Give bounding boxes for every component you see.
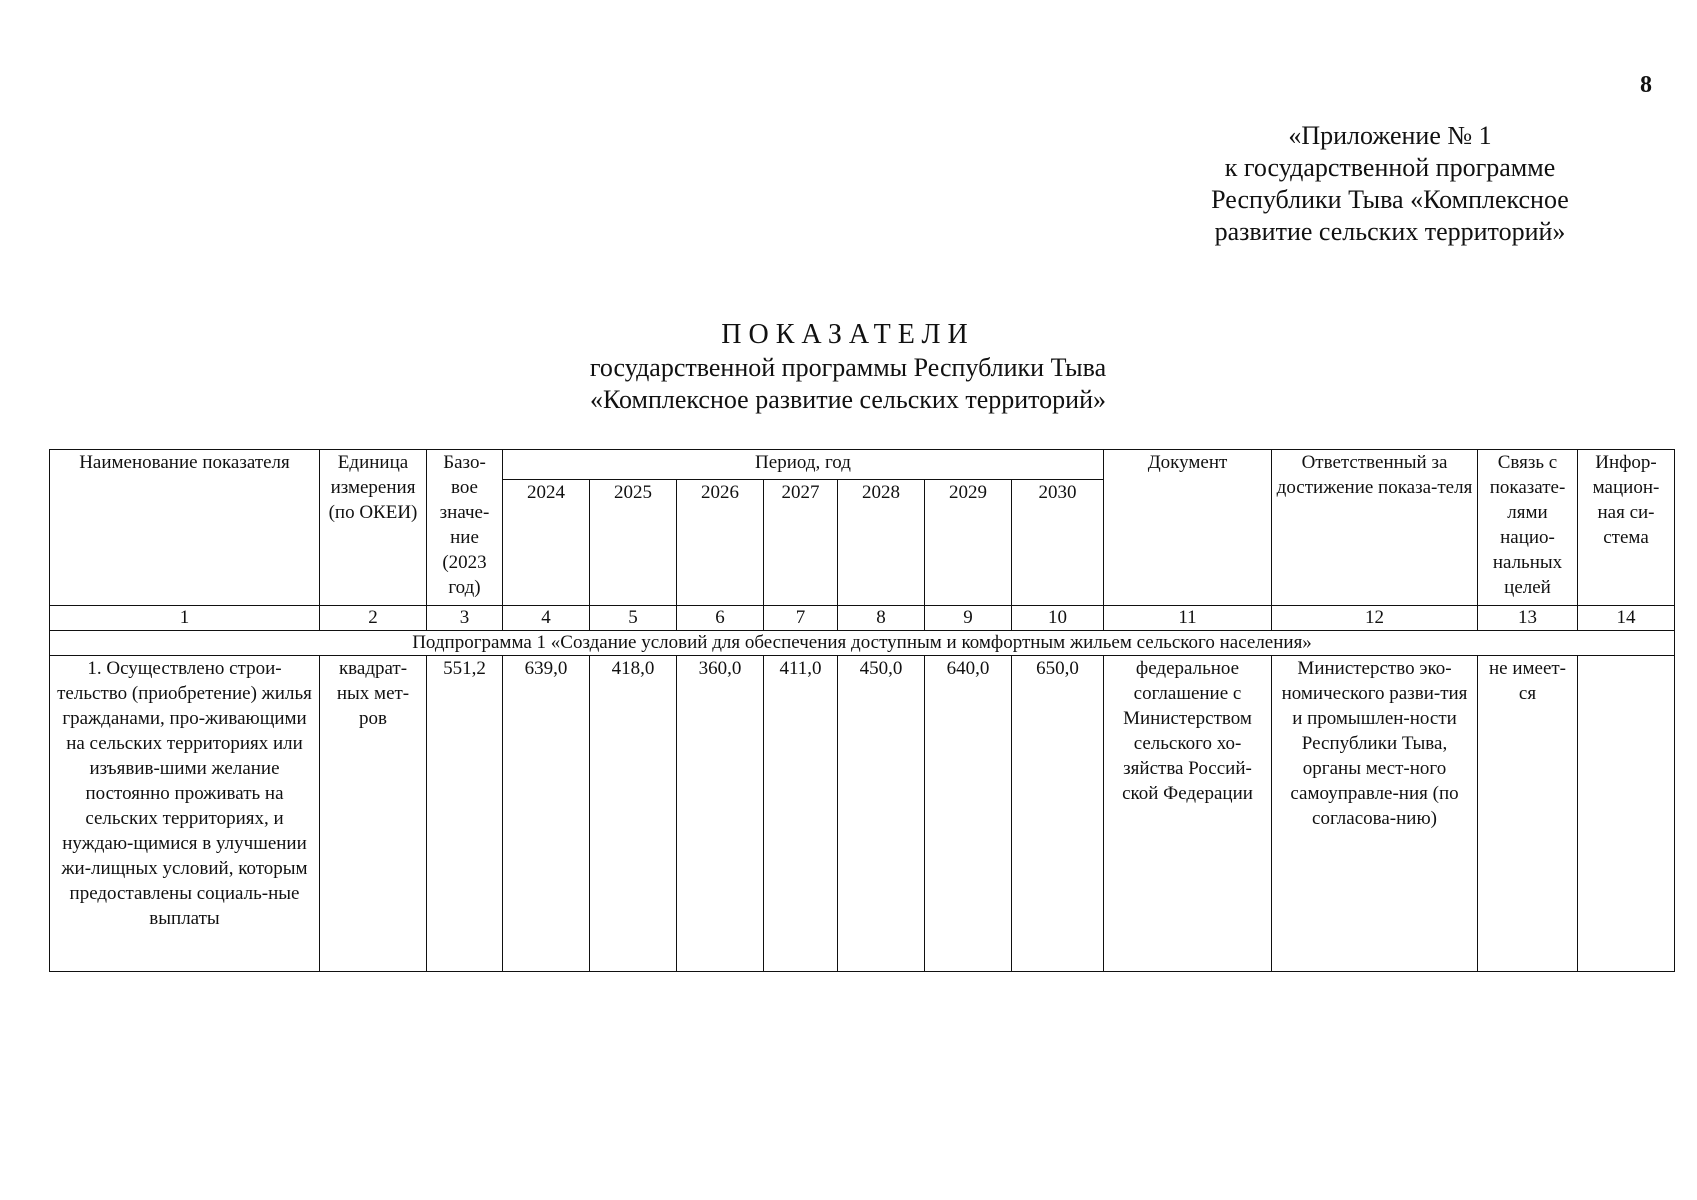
- year-value: 418,0: [590, 656, 677, 972]
- indicator-name: 1. Осуществлено строи-тельство (приобретение) жилья гражданами, про-живающими на сельских территориях или изъявив-шими желание постоянно проживать на сельских территориях, и нуждаю-щимися в улучшении жи-лищных условий, которым предоставлены социаль-ные выплаты: [50, 656, 320, 972]
- header-period: Период, год: [503, 450, 1104, 480]
- header-unit: Единица измерения (по ОКЕИ): [320, 450, 427, 606]
- header-year: 2029: [925, 480, 1012, 606]
- subprogram-title: Подпрограмма 1 «Создание условий для обеспечения доступным и комфортным жильем сельского населения»: [50, 631, 1675, 656]
- header-responsible: Ответственный за достижение показа-теля: [1272, 450, 1478, 606]
- appendix-block: [1150, 120, 1630, 248]
- page-number: 8: [1640, 72, 1652, 98]
- column-number: 2: [320, 606, 427, 631]
- appendix-line: Республики Тыва «Комплексное: [1211, 185, 1569, 214]
- document-title: [448, 318, 1248, 416]
- header-year: 2027: [764, 480, 838, 606]
- column-number: 11: [1104, 606, 1272, 631]
- appendix-line: развитие сельских территорий»: [1214, 217, 1566, 246]
- indicator-unit: квадрат-ных мет-ров: [320, 656, 427, 972]
- header-year: 2026: [677, 480, 764, 606]
- column-number: 6: [677, 606, 764, 631]
- column-number: 1: [50, 606, 320, 631]
- header-document: Документ: [1104, 450, 1272, 606]
- column-number: 9: [925, 606, 1012, 631]
- column-number: 4: [503, 606, 590, 631]
- title-main: ПОКАЗАТЕЛИ: [721, 319, 975, 350]
- header-info: Инфор-мацион-ная си-стема: [1578, 450, 1675, 606]
- appendix-line: к государственной программе: [1224, 153, 1556, 182]
- column-number: 10: [1012, 606, 1104, 631]
- year-value: 411,0: [764, 656, 838, 972]
- column-number: 7: [764, 606, 838, 631]
- column-number: 5: [590, 606, 677, 631]
- header-base: Базо-вое значе-ние (2023 год): [427, 450, 503, 606]
- column-number: 12: [1272, 606, 1478, 631]
- title-line: государственной программы Республики Тыва: [589, 353, 1107, 382]
- column-number: 3: [427, 606, 503, 631]
- year-value: 360,0: [677, 656, 764, 972]
- header-year: 2028: [838, 480, 925, 606]
- header-year: 2025: [590, 480, 677, 606]
- year-value: 639,0: [503, 656, 590, 972]
- header-name: Наименование показателя: [50, 450, 320, 606]
- indicator-document: федеральное соглашение с Министерством сельского хо-зяйства Россий-ской Федерации: [1104, 656, 1272, 972]
- indicators-table: [49, 449, 1675, 972]
- indicator-base: 551,2: [427, 656, 503, 972]
- table-row: [50, 656, 1675, 972]
- title-line: «Комплексное развитие сельских территорий»: [589, 385, 1107, 414]
- header-year: 2030: [1012, 480, 1104, 606]
- column-number: 8: [838, 606, 925, 631]
- header-year: 2024: [503, 480, 590, 606]
- year-value: 640,0: [925, 656, 1012, 972]
- header-link: Связь с показате-лями нацио-нальных целей: [1478, 450, 1578, 606]
- indicator-info: [1578, 656, 1675, 972]
- indicator-link: не имеет-ся: [1478, 656, 1578, 972]
- appendix-line: «Приложение № 1: [1288, 121, 1492, 150]
- year-value: 650,0: [1012, 656, 1104, 972]
- column-number: 13: [1478, 606, 1578, 631]
- column-number: 14: [1578, 606, 1675, 631]
- indicator-responsible: Министерство эко-номического разви-тия и промышлен-ности Республики Тыва, органы мест-ного самоуправле-ния (по согласова-нию): [1272, 656, 1478, 972]
- year-value: 450,0: [838, 656, 925, 972]
